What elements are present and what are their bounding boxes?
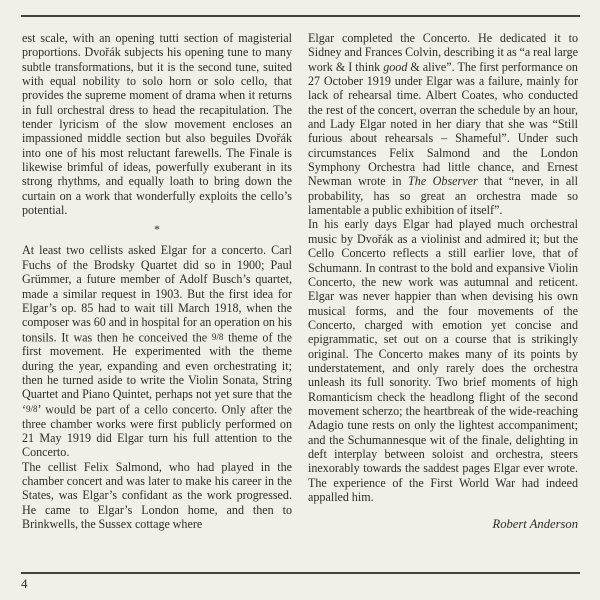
paragraph-concerto-character: In his early days Elgar had played much orchestral music by Dvořák as a violinist and admired it; but the Cello Concerto reflects a still earlier love, that of Schumann. In contrast to the bold and expansive Violin Concerto, the new work was autumnal and reticent. Elgar was never happier than when devising his own musical forms, and the four movements of the Concerto, charged with emotion yet concise and epigrammatic, set out on a course that is strikingly original. The Concerto makes many of its points by understatement, and only rarely does the orchestra unleash its full sonority. Two brief moments of high Romanticism check the headlong flight of the second movement scherzo; the heartbreak of the wide-reaching Adagio tune rests on only the lightest accompaniment; and the Schumannesque wit of the finale, delighting in deft interplay between soloist and orchestra, steers inexorably towards the saddest pages Elgar ever wrote. The experience of the First World War had indeed appalled him.	[308, 217, 578, 504]
right-column	[308, 31, 578, 532]
section-separator-asterisk: *	[154, 222, 160, 237]
paragraph-elgar-commission: At least two cellists asked Elgar for a concerto. Carl Fuchs of the Brodsky Quartet did so in 1900; Paul Grümmer, a future member of Adolf Busch’s quartet, made a similar request in 1903. But the first idea for Elgar’s op. 85 had to wait till March 1918, when the composer was 60 and in hospital for an operation on his tonsils. It was then he conceived the 9/8 theme of the first movement. He experimented with the theme during the year, expanding and even orchestrating it; then he turned aside to write the Violin Sonata, String Quartet and Piano Quintet, perhaps not yet sure that the ‘9/8’ would be part of a cello concerto. Only after the three chamber works were first publicly performed on 21 May 1919 did Elgar turn his full attention to the Concerto.	[22, 243, 292, 460]
paragraph-dvorak-conclusion: est scale, with an opening tutti section of magisterial proportions. Dvořák subjects his opening tune to many subtle transformations, but it is the second tune, suited with equal nobility to solo horn or solo cello, that provides the supreme moment of drama when it returns in full orchestral dress to head the recapitulation. The tender lyricism of the slow movement encloses an impassioned middle section but also beguiles Dvořák into one of his most reluctant farewells. The Finale is likewise brimful of ideas, powerfully exuberant in its strong rhythms, and equally loath to bring down the curtain on a work that wonderfully exploits the cello’s potential.	[22, 31, 292, 218]
paragraph-felix-salmond: The cellist Felix Salmond, who had played in the chamber concert and was later to make his career in the States, was Elgar’s confidant as the work progressed. He came to Elgar’s London home, and then to Brinkwells, the Sussex cottage where	[22, 459, 292, 531]
top-rule	[21, 15, 580, 17]
left-column	[22, 31, 292, 532]
bottom-rule	[21, 572, 580, 574]
author-byline: Robert Anderson	[492, 517, 578, 532]
paragraph-premiere: Elgar completed the Concerto. He dedicated it to Sidney and Frances Colvin, describing it as “a real large work & I think good & alive”. The first performance on 27 October 1919 under Elgar was a failure, mainly for lack of rehearsal time. Albert Coates, who conducted the rest of the concert, overran the schedule by an hour, and Lady Elgar noted in her diary that she was “Still furious about rehearsals – Shameful”. Under such circumstances Felix Salmond and the London Symphony Orchestra had little chance, and Ernest Newman wrote in The Observer that “never, in all probability, has so great an orchestra made so lamentable a public exhibition of itself”.	[308, 31, 579, 218]
text-columns	[22, 31, 579, 532]
page-number: 4	[21, 576, 28, 591]
